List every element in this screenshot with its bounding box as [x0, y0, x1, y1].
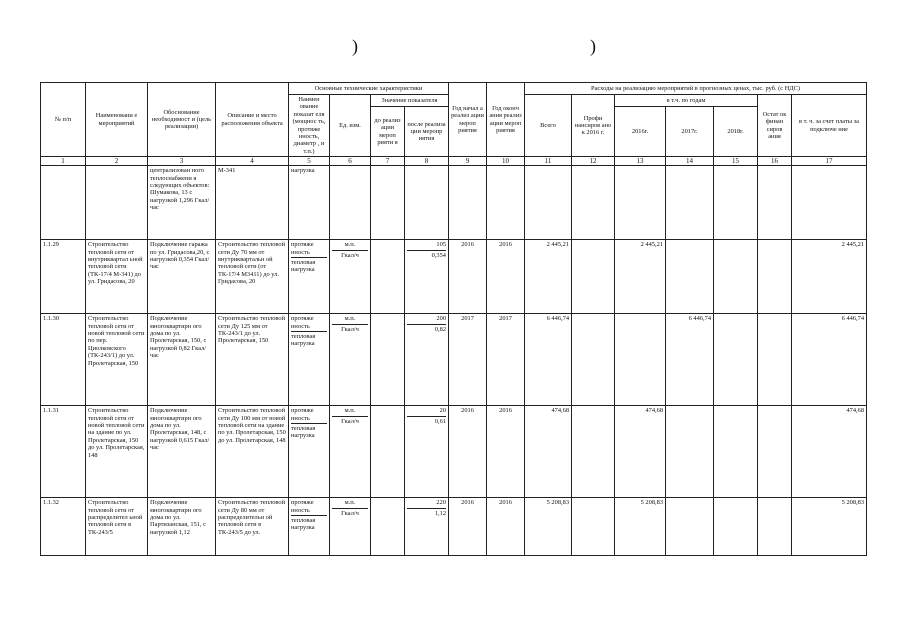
unit-load: Гкал/ч	[332, 324, 368, 333]
measures-table	[40, 82, 867, 556]
table-row	[41, 314, 867, 406]
cell-financed	[572, 498, 615, 556]
cell-after	[405, 314, 449, 406]
cell-justification: Подключение гаража по ул. Гридасова,20, с нагрузкой 0,354 Гкал/час	[148, 240, 216, 314]
col-header-by-years: в т.ч. по годам	[615, 95, 758, 107]
cell-connection: 2 445,21	[792, 240, 867, 314]
cell-2017	[666, 498, 714, 556]
punctuation-mark-left: )	[352, 36, 358, 56]
table-row	[41, 498, 867, 556]
cell-after	[405, 498, 449, 556]
cell-2016: 474,68	[615, 406, 666, 498]
cell-remaining	[758, 498, 792, 556]
cell-2017: 6 446,74	[666, 314, 714, 406]
cell-connection: 474,68	[792, 406, 867, 498]
cell-before	[371, 406, 405, 498]
cell-unit	[330, 314, 371, 406]
col-header-costs-group: Расходы на реализацию мероприятий в прогнозных ценах, тыс. руб. (с НДС)	[525, 83, 867, 95]
after-load: 0,354	[407, 250, 446, 259]
cell-after	[405, 240, 449, 314]
cell-indicator	[289, 498, 330, 556]
indicator-load: тепловая нагрузка	[291, 423, 327, 440]
col-number: 16	[758, 157, 792, 166]
cell-year-end: 2016	[487, 240, 525, 314]
cell-total: 2 445,21	[525, 240, 572, 314]
col-header-total: Всего	[525, 95, 572, 157]
col-header-2016: 2016г.	[615, 107, 666, 157]
cell-name: Строительство тепловой сети от внутриквартал ьной тепловой сети (ТК-17/4 М-341) до ул. Гридасова, 20	[86, 240, 148, 314]
col-number: 6	[330, 157, 371, 166]
indicator-load: тепловая нагрузка	[291, 257, 327, 274]
cell-year-end: 2016	[487, 498, 525, 556]
indicator-length: протяже нность	[291, 241, 314, 256]
cell-2016: 5 208,83	[615, 498, 666, 556]
cell-name: Строительство тепловой сети от распределител ьной тепловой сети в ТК-243/5	[86, 498, 148, 556]
after-length: 105	[436, 241, 447, 249]
col-header-year-start: Год начал а реализ ации мероп риятия	[449, 83, 487, 157]
cell-2018	[714, 498, 758, 556]
cell-name: Строительство тепловой сети от новой тепловой сети на здание по ул. Пролетарская, 150 до ул. Пролетарская, 148	[86, 406, 148, 498]
col-number: 13	[615, 157, 666, 166]
cell-remaining	[758, 240, 792, 314]
cell-year-start: 2016	[449, 240, 487, 314]
col-number: 4	[216, 157, 289, 166]
cell-unit	[330, 240, 371, 314]
col-number: 7	[371, 157, 405, 166]
cell-year-end: 2016	[487, 406, 525, 498]
col-header-no: № п/п	[41, 83, 86, 157]
col-header-justification: Обоснование необходимост и (цель реализации)	[148, 83, 216, 157]
cell-unit	[330, 406, 371, 498]
continuation-row	[41, 166, 867, 240]
col-header-unit: Ед. изм.	[330, 95, 371, 157]
cell-remaining	[758, 406, 792, 498]
col-header-name: Наименовани е мероприятий	[86, 83, 148, 157]
indicator-length: протяже нность	[291, 499, 314, 514]
unit-load: Гкал/ч	[332, 508, 368, 517]
cell-description: Строительство тепловой сети Ду 80 мм от распределительн ой тепловой сети в ТК-243/5 до ул.	[216, 498, 289, 556]
col-number: 9	[449, 157, 487, 166]
cell-justification: Подключение многоквартирн ого дома по ул. Партизанская, 151, с нагрузкой 1,12	[148, 498, 216, 556]
col-number: 15	[714, 157, 758, 166]
cell-financed	[572, 314, 615, 406]
col-header-values-group: Значение показателя	[371, 95, 449, 107]
unit-length: м.п.	[344, 241, 356, 249]
cell-financed	[572, 240, 615, 314]
col-number: 11	[525, 157, 572, 166]
cell-after	[405, 406, 449, 498]
cell-indicator: нагрузка	[289, 166, 330, 240]
cell-2018	[714, 406, 758, 498]
cell-no: 1.1.32	[41, 498, 86, 556]
unit-length: м.п.	[344, 315, 356, 323]
cell-connection: 6 446,74	[792, 314, 867, 406]
indicator-load: тепловая нагрузка	[291, 515, 327, 532]
col-header-before: до реализ ации мероп рияти я	[371, 107, 405, 157]
col-header-2017: 2017г.	[666, 107, 714, 157]
unit-load: Гкал/ч	[332, 250, 368, 259]
cell-2016: 2 445,21	[615, 240, 666, 314]
cell-no: 1.1.30	[41, 314, 86, 406]
cell-no: 1.1.31	[41, 406, 86, 498]
cell-2018	[714, 314, 758, 406]
after-length: 200	[436, 315, 447, 323]
unit-length: м.п.	[344, 407, 356, 415]
cell-2016	[615, 314, 666, 406]
column-number-row	[41, 157, 867, 166]
cell-year-start: 2017	[449, 314, 487, 406]
col-header-tech-group: Основные технические характеристики	[289, 83, 449, 95]
col-number: 5	[289, 157, 330, 166]
cell-before	[371, 240, 405, 314]
cell-description: М-341	[216, 166, 289, 240]
col-number: 12	[572, 157, 615, 166]
col-number: 1	[41, 157, 86, 166]
col-header-financed: Профи нансиров ано к 2016 г.	[572, 95, 615, 157]
cell-no: 1.1.29	[41, 240, 86, 314]
after-load: 1,12	[407, 508, 446, 517]
table-row	[41, 240, 867, 314]
after-load: 0,82	[407, 324, 446, 333]
unit-length: м.п.	[344, 499, 356, 507]
cell-remaining	[758, 314, 792, 406]
cell-total: 6 446,74	[525, 314, 572, 406]
cell-2017	[666, 406, 714, 498]
cell-indicator	[289, 314, 330, 406]
col-header-year-end: Год оконч ания реализ ации мероп риятия	[487, 83, 525, 157]
table-row	[41, 406, 867, 498]
col-number: 14	[666, 157, 714, 166]
cell-justification: централизован ного теплоснабжени я следующих объектов: Шумакова, 13 с нагрузкой 1,296 Гкал/час	[148, 166, 216, 240]
col-header-remaining: Остат ок финан сиров ания	[758, 95, 792, 157]
cell-indicator	[289, 240, 330, 314]
col-header-description: Описание и место расположения объекта	[216, 83, 289, 157]
cell-year-end: 2017	[487, 314, 525, 406]
indicator-length: протяже нность	[291, 407, 314, 422]
col-header-after: после реализа ции меропр иятия	[405, 107, 449, 157]
punctuation-mark-right: )	[590, 36, 596, 56]
cell-description: Строительство тепловой сети Ду 70 мм от внутриквартальн ой тепловой сети (от ТК-17/4 М3411) до ул. Гридасова, 20	[216, 240, 289, 314]
cell-2017	[666, 240, 714, 314]
cell-description: Строительство тепловой сети Ду 100 мм от новой тепловой сети на здание по ул. Пролетарская, 150 до ул. Пролетарская, 148	[216, 406, 289, 498]
indicator-length: протяже нность	[291, 315, 314, 330]
col-header-indicator: Наимен ование показат еля (мощнос ть, протяже нность, диаметр , и т.п.)	[289, 95, 330, 157]
cell-financed	[572, 406, 615, 498]
col-number: 2	[86, 157, 148, 166]
col-number: 3	[148, 157, 216, 166]
cell-justification: Подключение многоквартирн ого дома по ул. Пролетарская, 150, с нагрузкой 0,82 Гкал/час	[148, 314, 216, 406]
cell-justification: Подключение многоквартирн ого дома по ул. Пролетарская, 148, с нагрузкой 0,615 Гкал/час	[148, 406, 216, 498]
cell-name: Строительство тепловой сети от новой тепловой сети по пер. Циолковского (ТК-243/1) до ул. Пролетарская, 150	[86, 314, 148, 406]
col-number: 17	[792, 157, 867, 166]
cell-total: 474,68	[525, 406, 572, 498]
cell-total: 5 208,83	[525, 498, 572, 556]
after-load: 0,61	[407, 416, 446, 425]
cell-unit	[330, 498, 371, 556]
cell-indicator	[289, 406, 330, 498]
col-number: 8	[405, 157, 449, 166]
cell-2018	[714, 240, 758, 314]
unit-load: Гкал/ч	[332, 416, 368, 425]
indicator-load: тепловая нагрузка	[291, 331, 327, 348]
cell-year-start: 2016	[449, 406, 487, 498]
after-length: 220	[436, 499, 447, 507]
cell-year-start: 2016	[449, 498, 487, 556]
cell-before	[371, 498, 405, 556]
cell-before	[371, 314, 405, 406]
col-header-connection: в т. ч. за счет платы за подключе ние	[792, 95, 867, 157]
col-header-2018: 2018г.	[714, 107, 758, 157]
col-number: 10	[487, 157, 525, 166]
cell-description: Строительство тепловой сети Ду 125 мм от ТК-243/1 до ул. Пролетарская, 150	[216, 314, 289, 406]
cell-connection: 5 208,83	[792, 498, 867, 556]
after-length: 20	[439, 407, 447, 415]
